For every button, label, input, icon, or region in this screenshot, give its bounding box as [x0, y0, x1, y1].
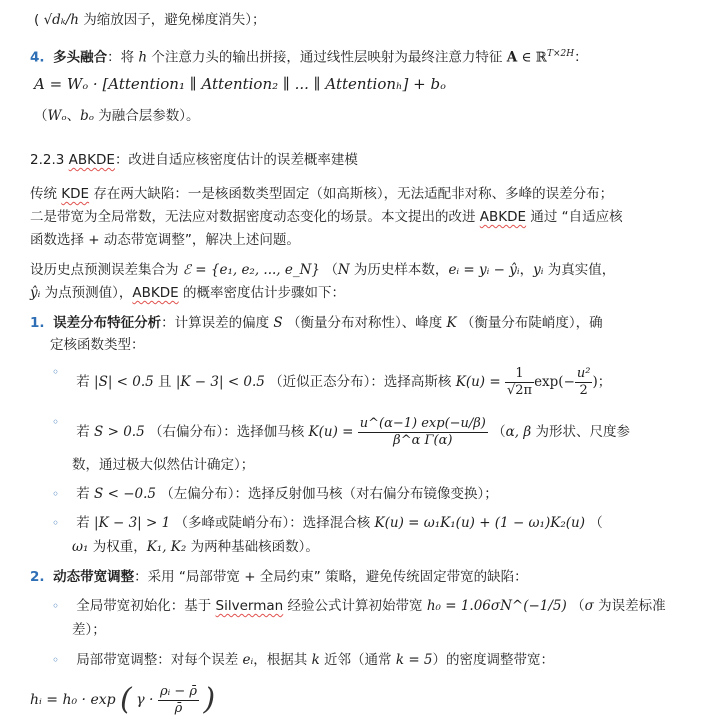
section-heading: 2.2.3 ABKDE：改进自适应核密度估计的误差概率建模: [30, 152, 358, 168]
step-title: 多头融合: [53, 49, 108, 66]
bullet-global-bandwidth-line2: 差）；: [72, 622, 106, 638]
bullet-circle-icon: ◦: [52, 365, 60, 379]
list-number: 4.: [30, 49, 45, 66]
bullet-local-bandwidth: ◦ 局部带宽调整：对每个误差 eᵢ，根据其 k 近邻（通常 k = 5）的密度调整带宽：: [52, 652, 555, 668]
bullet-mixture-line2: ω₁ 为权重，K₁, K₂ 为两种基础核函数）。: [72, 539, 319, 555]
bullet-gaussian: ◦ 若 |S| < 0.5 且 |K − 3| < 0.5 （近似正态分布）：选择高斯核 K(u) = $\frac{1}{√2\pi}$ exp(− $\frac{\text{u²}}{2}$ )；: [52, 365, 612, 398]
paragraph-error-set-line2: ŷᵢ 为点预测值），ABKDE 的概率密度估计步骤如下：: [30, 285, 345, 301]
list-number: 1.: [30, 315, 45, 331]
paragraph-kde-line3: 函数选择 + 动态带宽调整”，解决上述问题。: [30, 232, 300, 248]
list-number: 2.: [30, 569, 45, 585]
bullet-circle-icon: ◦: [52, 653, 60, 667]
paragraph-error-set-line1: 设历史点预测误差集合为 ℰ = {e₁, e₂, ..., e_N} （N 为历史样本数，eᵢ = yᵢ − ŷᵢ，yᵢ 为真实值，: [30, 262, 616, 278]
scale-factor-line: ( √dₖ/h 为缩放因子，避免梯度消失）；: [34, 12, 266, 28]
bullet-gamma: ◦ 若 S > 0.5 （右偏分布）：选择伽马核 K(u) = $\frac{u\^{}(\alpha-1) \exp(-u/\beta)}{\text{β\textasciicircum{}α Γ(α)}}$ （α, β 为形状、尺度参: [52, 415, 630, 448]
paragraph-kde-line1: 传统 KDE 存在两大缺陷：一是核函数类型固定（如高斯核），无法适配非对称、多峰的误差分布；: [30, 186, 614, 202]
bullet-circle-icon: ◦: [52, 415, 60, 429]
bullet-global-bandwidth: ◦ 全局带宽初始化：基于 Silverman 经验公式计算初始带宽 h₀ = 1.06σN^(−1/5) （σ 为误差标准: [52, 598, 666, 614]
local-bandwidth-formula: hᵢ = h₀ · exp ( γ · $\frac{\text{ρᵢ − ρ̄}}{\rhō}$ ): [30, 682, 216, 717]
fusion-params: （Wₒ、bₒ 为融合层参数）。: [34, 108, 200, 124]
fusion-formula: A = Wₒ · [Attention₁ ∥ Attention₂ ∥ ... ∥ Attentionₕ] + bₒ: [34, 75, 446, 93]
gamma-kernel-fraction: $\frac{u\^{}(\alpha-1) \exp(-u/\beta)}{\text{β\textasciicircum{}α Γ(α)}}$: [359, 415, 486, 448]
scale-factor-math: √dₖ/h: [43, 12, 79, 28]
step-4-multihead-fusion: 4. 多头融合：将 h 个注意力头的输出拼接，通过线性层映射为最终注意力特征 A ∈ ℝ$^{T\times 2H}$：: [30, 49, 588, 66]
bullet-gamma-line2: 数，通过极大似然估计确定）；: [72, 457, 255, 473]
bullet-circle-icon: ◦: [52, 516, 60, 530]
paragraph-kde-line2: 二是带宽为全局常数，无法应对数据密度动态变化的场景。本文提出的改进 ABKDE 通过 “自适应核: [30, 209, 623, 225]
step-1-error-analysis: 1. 误差分布特征分析：计算误差的偏度 S （衡量分布对称性）、峰度 K （衡量分布陡峭度），确: [30, 315, 603, 331]
bullet-circle-icon: ◦: [52, 599, 60, 613]
density-ratio: $\frac{\text{ρᵢ − ρ̄}}{\rhō}$: [159, 683, 198, 716]
bullet-reflected-gamma: ◦ 若 S < −0.5 （左偏分布）：选择反射伽马核（对右偏分布镜像变换）；: [52, 486, 498, 502]
step-1-line2: 定核函数类型：: [50, 337, 145, 353]
step-2-bandwidth: 2. 动态带宽调整：采用 “局部带宽 + 全局约束” 策略，避免传统固定带宽的缺陷：: [30, 569, 528, 585]
gaussian-coef: $\frac{1}{√2\pi}$: [506, 365, 533, 398]
bullet-mixture: ◦ 若 |K − 3| > 1 （多峰或陡峭分布）：选择混合核 K(u) = ω₁K₁(u) + (1 − ω₁)K₂(u) （: [52, 515, 603, 531]
bullet-circle-icon: ◦: [52, 487, 60, 501]
gaussian-exponent: $\frac{\text{u²}}{2}$: [576, 365, 591, 398]
